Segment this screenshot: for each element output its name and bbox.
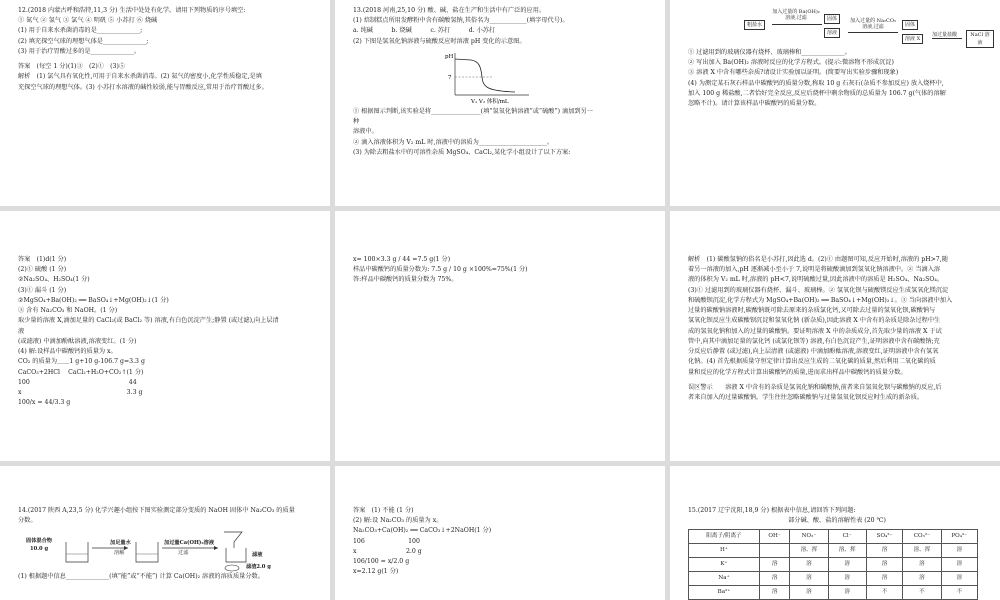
solubility-table bbox=[688, 529, 978, 600]
text-line: ③ 含有 Na₂CO₃ 和 NaOH。(1 分) bbox=[18, 307, 118, 315]
text-line: (2) 下图是氢氧化钠溶液与硫酸反应时溶液 pH 变化的示意图。 bbox=[353, 37, 526, 45]
table-header-cell: CO₃²⁻ bbox=[903, 530, 941, 544]
text-line: (3) 为除去粗盐水中的可溶性杂质 MgSO₄、CaCl₂,某化学小组设计了以下方案: bbox=[353, 148, 571, 156]
text-line: (3) 用于治疗胃酸过多的是______________。 bbox=[18, 47, 141, 55]
panel-answer-13-cont bbox=[335, 211, 665, 461]
flow-step3: 加过量盐酸 bbox=[932, 32, 958, 38]
text-line: (4) 为测定某石灰石样品中碳酸钙的质量分数,称取 10 g 石灰石(杂质不参加反应) 放入烧杯中, bbox=[688, 79, 944, 87]
table-cell: 溶 bbox=[759, 572, 790, 586]
answer-13-text bbox=[18, 255, 316, 409]
text-line: ②Na₂SO₄、H₂SO₄(1 分) bbox=[18, 276, 90, 284]
text-line: CO₂ 的质量为＿＿1 g+10 g-106.7 g=3.3 g bbox=[18, 358, 145, 366]
table-cell: 溶 bbox=[903, 572, 941, 586]
text-line: CaCO₃+2HCl CaCl₂+H₂O+CO₂↑(1 分) bbox=[18, 368, 144, 376]
table-cell: Ba²⁺ bbox=[689, 586, 760, 600]
panel-question-13-cont bbox=[670, 0, 1000, 206]
question-14-header-cont: 分数。 bbox=[18, 517, 37, 525]
text-line: 解析 (1) 碳酸氢钠的俗名是小苏打,因此选 d。(2)① 由题图可知,反应开始时,溶液的 pH>7,随 bbox=[688, 256, 948, 263]
text-line: 充探空气球的理想气体。(3) 小苏打水溶液的碱性较弱,能与胃酸反应,常用于治疗胃酸过多。 bbox=[18, 83, 268, 91]
answer-13-calculation bbox=[353, 255, 651, 286]
text-line: 答案 (每空 1 分)(1)③ (2)① (3)⑤ bbox=[18, 63, 126, 71]
flow-arrow-2 bbox=[848, 32, 898, 33]
text-line: 和硫酸钡沉淀,化学方程式为 MgSO₄+Ba(OH)₂ ══ BaSO₄↓+Mg(OH)₂↓。③ 当向溶液中加入 bbox=[688, 296, 953, 304]
table-header-cell: NO₃⁻ bbox=[790, 530, 828, 544]
table-cell: 溶、挥 bbox=[828, 544, 866, 558]
beaker-1-icon bbox=[66, 542, 88, 562]
text-line: 106/100 = x/2.0 g bbox=[353, 558, 410, 566]
text-line: 量和反应的化学方程式计算出碳酸钙的质量,进而求出样品中碳酸钙的质量分数。 bbox=[688, 368, 907, 376]
text-line: 100/x = 44/3.3 g bbox=[18, 399, 71, 407]
text-line: 取少量的溶液 X,滴加足量的 CaCl₂(或 BaCl₂ 等) 溶液,有白色沉淀产生;静置 (或过滤),向上层清 bbox=[18, 317, 279, 325]
text-line: (1) 用于自来水杀菌消毒的是______________; bbox=[18, 27, 143, 35]
text-line: 13.(2018 河南,25,10 分) 酸、碱、盐在生产和生活中有广泛的应用。 bbox=[353, 7, 546, 14]
table-header-row bbox=[689, 530, 978, 544]
table-cell: 不 bbox=[941, 586, 978, 600]
text-line: 答案 (1) 不能 (1 分) bbox=[353, 507, 414, 514]
beaker-2-icon bbox=[136, 542, 158, 562]
flow-solid-2: 固体 bbox=[902, 20, 918, 30]
table-header-cell: 阳离子/阴离子 bbox=[689, 530, 760, 544]
text-line: 忽略不计)。请计算该样品中碳酸钙的质量分数。 bbox=[688, 100, 821, 108]
table-header-cell: Cl⁻ bbox=[828, 530, 866, 544]
table-cell: K⁺ bbox=[689, 558, 760, 572]
panel-question-14 bbox=[0, 466, 330, 600]
text-line: (或滤液) 中滴加酚酞溶液,溶液变红。(1 分) bbox=[18, 337, 137, 345]
text-line: 100 44 bbox=[18, 378, 137, 386]
flow-solid-1: 固体 bbox=[824, 14, 840, 24]
table-cell: 溶 bbox=[866, 544, 903, 558]
table-row bbox=[689, 558, 978, 572]
diagram-step2: 加过量Ca(OH)₂溶液 bbox=[164, 540, 215, 547]
question-14-part1: (1) 根据题中信息______________(填“能”或“不能”) 计算 Ca(OH)₂ 溶液的溶质质量分数。 bbox=[18, 573, 264, 581]
diagram-step2b: 过滤 bbox=[178, 550, 189, 557]
table-cell: 溶 bbox=[790, 572, 828, 586]
residue-icon bbox=[225, 565, 239, 571]
table-cell: 溶、挥 bbox=[790, 544, 828, 558]
table-row bbox=[689, 544, 978, 558]
text-line: 管中,向其中滴加足量的氯化钙 (或氯化钡等) 溶液,有白色沉淀产生,证明溶液中含有碳酸钠;充 bbox=[688, 337, 940, 345]
table-cell: 溶 bbox=[903, 558, 941, 572]
table-cell: 溶 bbox=[759, 586, 790, 600]
answer-14-text bbox=[353, 506, 651, 578]
text-line: 液 bbox=[18, 327, 25, 335]
text-line: 答:样品中碳酸钙的质量分数为 75%。 bbox=[353, 276, 458, 284]
text-line: 者来自加入的过量碳酸钠。学生往往忽略碳酸钠与过量氢氧化钡反应时生成的新杂质。 bbox=[688, 394, 924, 402]
diagram-step1: 加足量水 bbox=[110, 540, 131, 547]
text-line: ② 滴入溶液体积为 V₂ mL 时,溶液中的溶质为______________________。 bbox=[353, 138, 554, 146]
text-line: 12.(2018 内蒙古呼和浩特,11,3 分) 生活中处处有化学。请用下列物质的序号填空: bbox=[18, 7, 246, 14]
text-line: ③ 溶液 X 中含有哪些杂质?请设计实验加以证明。(简要写出实验步骤和现象) bbox=[688, 69, 899, 77]
table-row bbox=[689, 572, 978, 586]
text-line: 液的体积为 V₂ mL 时,溶液的 pH<7,说明硫酸过量,因此溶液中的溶质是 H₂SO₄、Na₂SO₄。 bbox=[688, 276, 944, 284]
diagram-mixture: 固体混合物 bbox=[26, 538, 52, 545]
table-cell: 溶 bbox=[866, 572, 903, 586]
table-header-cell: PO₄³⁻ bbox=[941, 530, 978, 544]
text-line: x 2.0 g bbox=[353, 547, 422, 555]
text-line: Na₂CO₃+Ca(OH)₂ ══ CaCO₃↓+2NaOH(1 分) bbox=[353, 527, 492, 535]
text-line: 溶液中。 bbox=[353, 128, 378, 136]
ph-curve bbox=[455, 59, 515, 92]
table-cell: H⁺ bbox=[689, 544, 760, 558]
text-line: x=2.12 g(1 分) bbox=[353, 568, 399, 576]
text-line: 分反应后静置 (或过滤),向上层清液 (或滤液) 中滴加酚酞溶液,溶液变红,证明溶液中含有氢氧 bbox=[688, 348, 939, 356]
diagram-step1b: 溶解 bbox=[114, 550, 125, 557]
panel-analysis-13 bbox=[670, 211, 1000, 461]
text-line: ② 写出加入 Ba(OH)₂ 溶液时反应的化学方程式。(提示:微溶物不形成沉淀) bbox=[688, 59, 894, 67]
question-13-part3-text bbox=[688, 48, 986, 109]
experiment-diagram bbox=[18, 526, 316, 572]
question-13-text bbox=[353, 6, 651, 47]
table-cell: 溶 bbox=[790, 586, 828, 600]
funnel-icon bbox=[224, 532, 242, 548]
text-line: a. 纯碱 b. 烧碱 c. 苏打 d. 小苏打 bbox=[353, 27, 496, 35]
text-line: ① 氮气 ② 氢气 ③ 氯气 ④ 明矾 ⑤ 小苏打 ⑥ 烧碱 bbox=[18, 17, 158, 25]
flow-solution-1: 溶液 bbox=[824, 28, 840, 38]
table-cell: 溶 bbox=[828, 572, 866, 586]
text-line: 106 100 bbox=[353, 537, 420, 545]
solubility-table-title: 部分碱、酸、盐的溶解性表 (20 ℃) bbox=[788, 517, 886, 525]
flow-product: NaCl 溶液 bbox=[966, 30, 994, 48]
text-line: (2)① 硫酸 (1 分) bbox=[18, 266, 67, 274]
text-line: 过量的碳酸钠溶液时,碳酸钠既可除去原来的杂质氯化钙,又可除去过量的氢氧化钡,碳酸钠与 bbox=[688, 307, 936, 315]
table-cell: Na⁺ bbox=[689, 572, 760, 586]
table-cell: 溶 bbox=[941, 544, 978, 558]
flow-arrow-3 bbox=[932, 38, 962, 39]
table-header-cell: SO₄²⁻ bbox=[866, 530, 903, 544]
text-line: 氢氧化钡反应生成碳酸钡沉淀和氢氧化钠 (新杂质),因此溶液 X 中含有的杂质是除杂过程中生 bbox=[688, 317, 941, 325]
panel-answer-14 bbox=[335, 466, 665, 600]
table-row bbox=[689, 586, 978, 600]
table-header-cell: OH⁻ bbox=[759, 530, 790, 544]
purification-flowchart bbox=[688, 6, 990, 48]
graph-y-label: pH bbox=[445, 53, 454, 60]
question-15-header: 15.(2017 辽宁沈阳,18,9 分) 根据表中信息,请回答下列问题: bbox=[688, 507, 856, 514]
beaker-3-icon bbox=[226, 548, 246, 562]
text-line: (2) 解:设 Na₂CO₃ 的质量为 x。 bbox=[353, 517, 443, 525]
text-line: (3)① 漏斗 (1 分) bbox=[18, 286, 67, 294]
table-cell: 溶 bbox=[828, 586, 866, 600]
table-cell: 溶、挥 bbox=[903, 544, 941, 558]
text-line: 解析 (1) 氯气具有氧化性,可用于自来水杀菌消毒。(2) 氦气的密度小,化学性质稳定,是填 bbox=[18, 73, 262, 81]
table-cell: 溶 bbox=[941, 572, 978, 586]
graph-y-tick: 7 bbox=[448, 74, 452, 81]
question-13-subparts bbox=[353, 107, 651, 158]
text-line: ① 根据图示判断,该实验是将________________(填“氢氧化钠溶液”或“硫酸”) 滴加到另一 bbox=[353, 107, 593, 115]
text-line: (1) 焙制糕点所用发酵粉中含有碳酸氢钠,其俗名为____________(填字母代号)。 bbox=[353, 17, 569, 25]
question-14-header: 14.(2017 陕西 A,23,5 分) 化学兴趣小组按下图实验测定部分变质的 NaOH 固体中 Na₂CO₃ 的质量 bbox=[18, 507, 295, 514]
text-line: 着另一溶液的加入,pH 逐渐减小至小于 7,说明是将硫酸滴加到氢氧化钠溶液中。② 当滴入溶 bbox=[688, 266, 941, 274]
flow-step1: 加入过量的 Ba(OH)₂ 溶液,过滤 bbox=[772, 9, 820, 21]
text-line: ① 过滤用到的玻璃仪器有烧杯、玻璃棒和______________。 bbox=[688, 49, 851, 56]
panel-question-13 bbox=[335, 0, 665, 206]
table-cell bbox=[759, 544, 790, 558]
flow-solution-x: 溶液 X bbox=[902, 34, 923, 44]
diagram-mixture-mass: 10.0 g bbox=[30, 546, 49, 553]
graph-x-label: V₁ V₂ 体积/mL bbox=[471, 98, 509, 105]
flow-step2: 加入过量的 Na₂CO₃ 溶液,过滤 bbox=[850, 18, 896, 30]
table-cell: 溶 bbox=[941, 558, 978, 572]
text-line: 种 bbox=[353, 118, 360, 126]
text-line: 成的氢氧化钠和加入的过量的碳酸钠。要证明溶液 X 中的杂质成分,首先取少量的溶液 X 于试 bbox=[688, 327, 942, 335]
panel-answer-13 bbox=[0, 211, 330, 461]
text-line: x= 100×3.3 g / 44 =7.5 g(1 分) bbox=[353, 256, 451, 263]
question-12-text bbox=[18, 6, 316, 93]
text-line: 化钠。(4) 首先根据质量守恒定律计算出反应生成的二氧化碳的质量,然后利用二氧化碳的质 bbox=[688, 358, 936, 366]
text-line: 误区警示 溶液 X 中含有的杂质是氢氧化钠和碳酸钠,前者来自氢氧化钡与碳酸钠的反应,后 bbox=[688, 383, 942, 391]
flow-start: 粗盐水 bbox=[744, 20, 765, 30]
text-line: ②MgSO₄+Ba(OH)₂ ══ BaSO₄↓+Mg(OH)₂↓(1 分) bbox=[18, 296, 169, 304]
flow-arrow-1 bbox=[772, 24, 822, 25]
ph-change-graph bbox=[443, 49, 533, 105]
text-line: 答案 (1)d(1 分) bbox=[18, 256, 67, 263]
text-line: (2) 填充探空气球的理想气体是______________; bbox=[18, 37, 149, 45]
text-line: (4) 解:设样品中碳酸钙的质量为 x。 bbox=[18, 348, 117, 356]
panel-question-12 bbox=[0, 0, 330, 206]
table-cell: 溶 bbox=[866, 558, 903, 572]
text-line: 加入 100 g 稀盐酸,二者恰好完全反应,反应后烧杯中剩余物质的总质量为 106.7 g(气体的溶解 bbox=[688, 89, 946, 97]
panel-question-15 bbox=[670, 466, 1000, 600]
text-line: 样品中碳酸钙的质量分数为: 7.5 g / 10 g ×100%=75%(1 分) bbox=[353, 266, 528, 274]
diagram-residue: 滤渣2.0 g bbox=[246, 564, 271, 571]
table-cell: 溶 bbox=[828, 558, 866, 572]
table-cell: 溶 bbox=[790, 558, 828, 572]
table-cell: 不 bbox=[903, 586, 941, 600]
text-line: x 3.3 g bbox=[18, 389, 143, 397]
text-line: (3)① 过滤用到的玻璃仪器有烧杯、漏斗、玻璃棒。② 氢氧化钡与硫酸镁反应生成氢氧化镁沉淀 bbox=[688, 286, 949, 294]
analysis-13-text bbox=[688, 255, 986, 403]
table-cell: 不 bbox=[866, 586, 903, 600]
diagram-filtrate: 滤液 bbox=[252, 552, 263, 559]
table-cell: 溶 bbox=[759, 558, 790, 572]
